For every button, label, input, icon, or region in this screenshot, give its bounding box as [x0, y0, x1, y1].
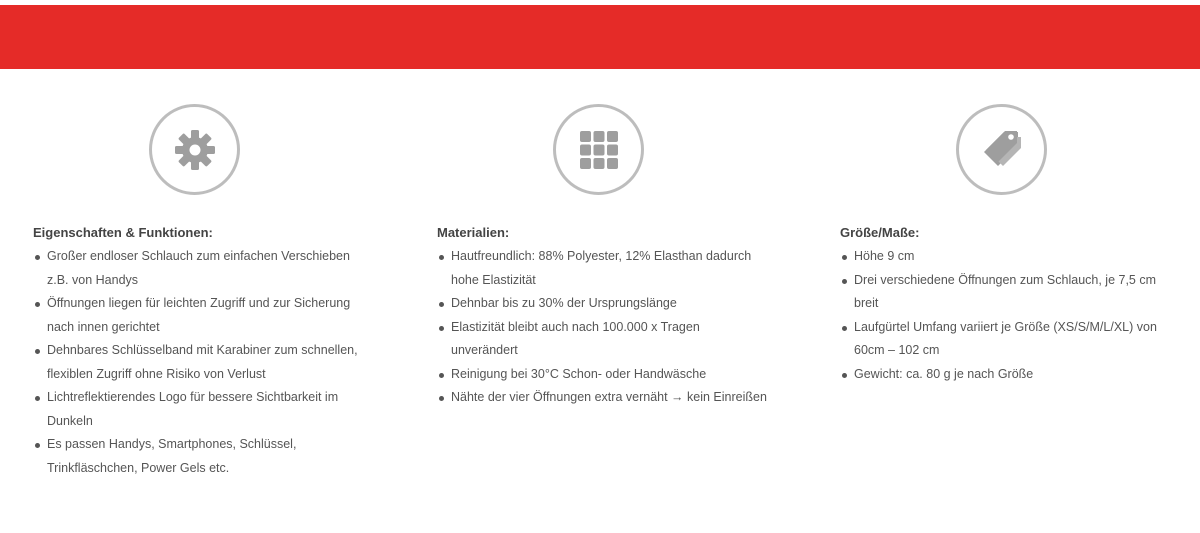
list-item: Lichtreflektierendes Logo für bessere Sichtbarkeit im Dunkeln — [33, 386, 363, 433]
list-item: Großer endloser Schlauch zum einfachen Verschieben z.B. von Handys — [33, 245, 363, 292]
feature-columns — [0, 69, 1200, 533]
tags-icon — [980, 128, 1024, 172]
list-item: Elastizität bleibt auch nach 100.000 x Tragen unverändert — [437, 316, 767, 363]
list-item: Dehnbares Schlüsselband mit Karabiner zum schnellen, flexiblen Zugriff ohne Risiko von Verlust — [33, 339, 363, 386]
list-item: Nähte der vier Öffnungen extra vernäht → kein Einreißen — [437, 386, 767, 410]
materials-title: Materialien: — [437, 225, 510, 240]
materials-list — [437, 245, 767, 410]
red-banner — [0, 5, 1200, 69]
list-item: Drei verschiedene Öffnungen zum Schlauch, je 7,5 cm breit — [840, 269, 1170, 316]
list-item: Dehnbar bis zu 30% der Ursprungslänge — [437, 292, 767, 316]
features-icon-circle — [149, 104, 240, 195]
features-title: Eigenschaften & Funktionen: — [33, 225, 213, 240]
list-item: Laufgürtel Umfang variiert je Größe (XS/S/M/L/XL) von 60cm – 102 cm — [840, 316, 1170, 363]
sizes-icon-circle — [956, 104, 1047, 195]
list-item: Reinigung bei 30°C Schon- oder Handwäsche — [437, 363, 767, 387]
list-item: Höhe 9 cm — [840, 245, 1170, 269]
grid-icon — [579, 130, 619, 170]
list-item: Hautfreundlich: 88% Polyester, 12% Elasthan dadurch hohe Elastizität — [437, 245, 767, 292]
features-list — [33, 245, 363, 480]
sizes-list — [840, 245, 1170, 386]
list-item: Gewicht: ca. 80 g je nach Größe — [840, 363, 1170, 387]
sizes-title: Größe/Maße: — [840, 225, 920, 240]
list-item: Es passen Handys, Smartphones, Schlüssel, Trinkfläschchen, Power Gels etc. — [33, 433, 363, 480]
materials-icon-circle — [553, 104, 644, 195]
list-item: Öffnungen liegen für leichten Zugriff und zur Sicherung nach innen gerichtet — [33, 292, 363, 339]
gear-icon — [174, 129, 216, 171]
